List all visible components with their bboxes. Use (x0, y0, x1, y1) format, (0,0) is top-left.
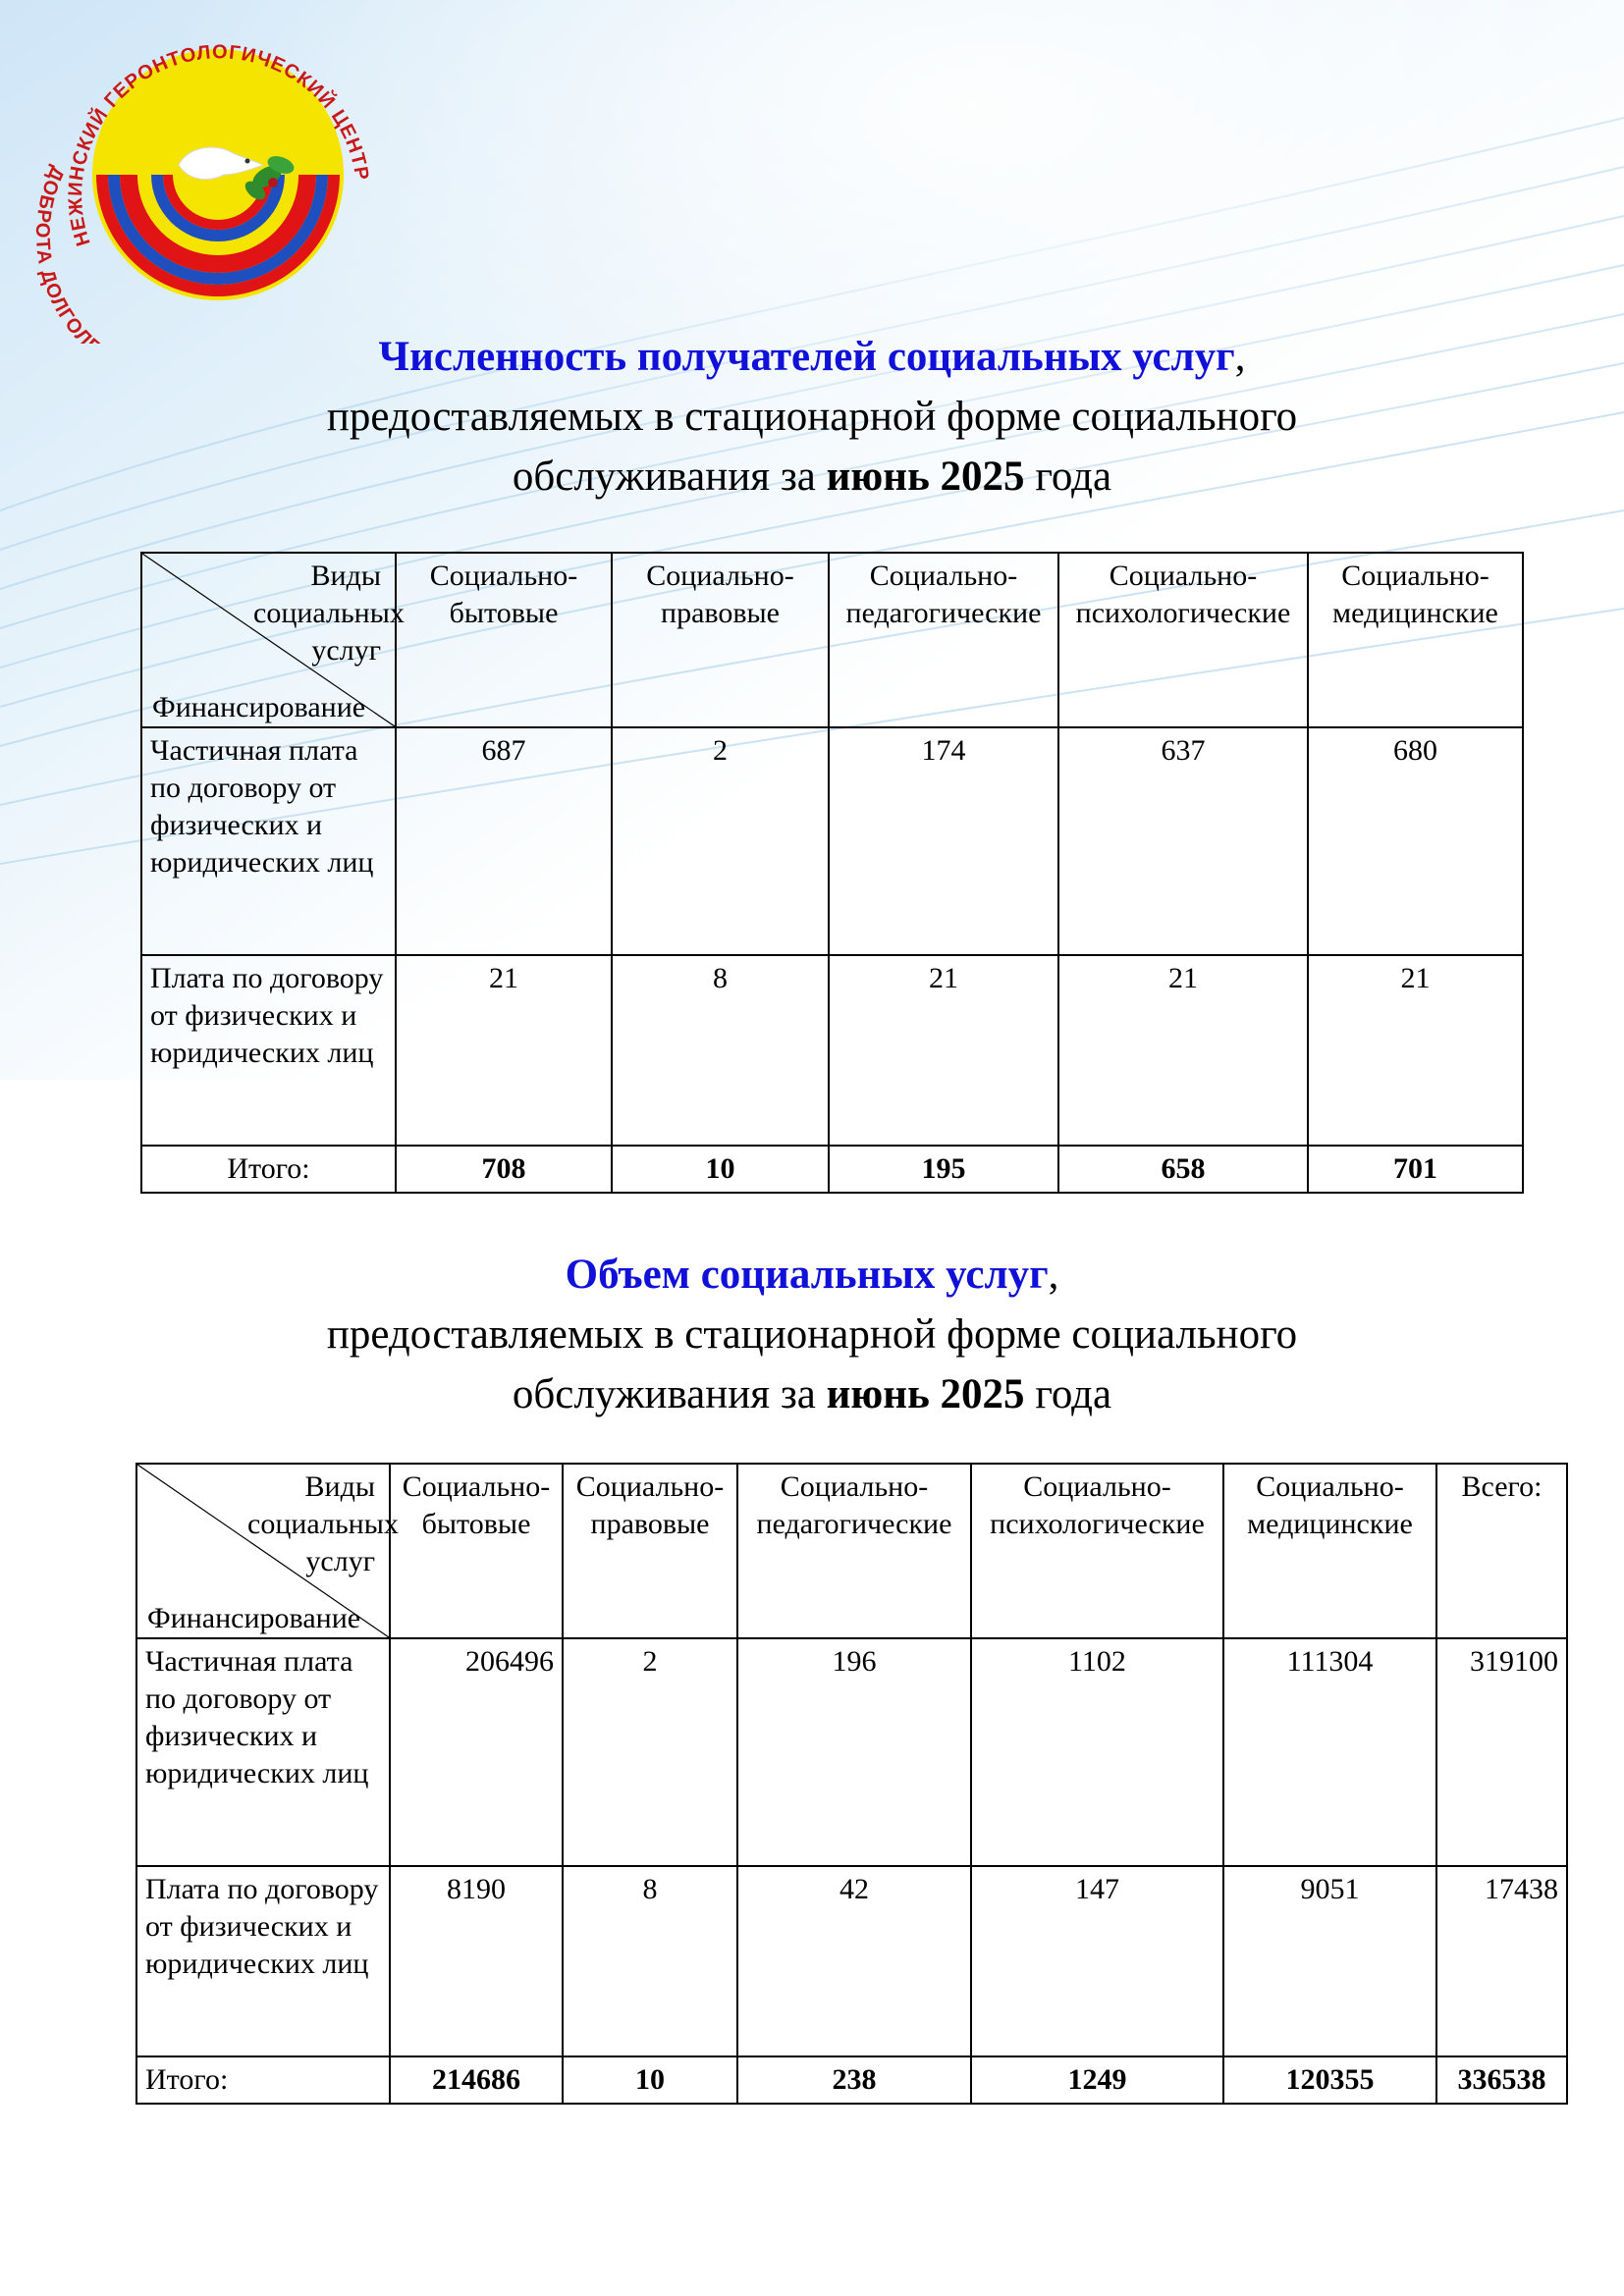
table-cell: 21 (1058, 955, 1308, 1146)
section2-title-line3: обслуживания за июнь 2025 года (512, 1371, 1112, 1417)
table-cell: 21 (396, 955, 612, 1146)
table-corner-cell (141, 553, 405, 727)
table-cell: 2 (612, 727, 829, 955)
total-cell: 1249 (971, 2056, 1223, 2104)
svg-text:ДОБРОТА ДОЛГОЛЕТИЕ ГУМАННОСТЬ: ДОБРОТА ДОЛГОЛ (31, 162, 96, 344)
section2-heading (0, 1245, 1624, 1424)
row-label: Плата по договору от физических и юридических лиц (141, 955, 396, 1146)
table-cell: 42 (737, 1866, 971, 2056)
table-cell: 687 (396, 727, 612, 955)
total-cell: 658 (1058, 1146, 1308, 1193)
table-cell: 196 (737, 1638, 971, 1866)
total-cell: 336538 (1436, 2056, 1567, 2104)
row-label: Частичная плата по договору от физических и юридических лиц (136, 1638, 390, 1866)
table-cell: 8 (612, 955, 829, 1146)
total-cell: 10 (612, 1146, 829, 1193)
volume-table (135, 1463, 1568, 2105)
column-header: Социально-психологические (1058, 553, 1308, 727)
svg-text:НЕЖИНСКИЙ ГЕРОНТОЛОГИЧЕСКИЙ ЦЕ: НЕЖИНСКИЙ ГЕРОНТОЛОГИЧЕСКИЙ ЦЕНТР (64, 41, 373, 249)
column-header-total: Всего: (1436, 1464, 1567, 1638)
column-header: Социально-педагогические (829, 553, 1058, 727)
column-header: Социально-медицинские (1223, 1464, 1436, 1638)
table-cell: 2 (563, 1638, 737, 1866)
table-cell: 147 (971, 1866, 1223, 2056)
recipients-table (140, 552, 1524, 1194)
total-cell: 214686 (390, 2056, 563, 2104)
table-header-row (136, 1464, 1567, 1638)
table-corner-cell (136, 1464, 399, 1638)
corner-label-financing: Финансирование (147, 1602, 361, 1634)
table-header-row (141, 553, 1523, 727)
total-cell: 10 (563, 2056, 737, 2104)
section1-title-line3: обслуживания за июнь 2025 года (512, 454, 1112, 500)
total-label: Итого: (136, 2056, 390, 2104)
table-cell: 174 (829, 727, 1058, 955)
row-label: Плата по договору от физических и юридических лиц (136, 1866, 390, 2056)
table-cell: 319100 (1436, 1638, 1567, 1866)
column-header: Социально-правовые (612, 553, 829, 727)
total-cell: 701 (1308, 1146, 1523, 1193)
table-cell: 680 (1308, 727, 1523, 955)
section2-title-line2: предоставляемых в стационарной форме социального (326, 1311, 1298, 1358)
total-row (136, 2056, 1567, 2104)
table-cell: 1102 (971, 1638, 1223, 1866)
column-header: Социально-педагогические (737, 1464, 971, 1638)
table-row (141, 727, 1523, 955)
section2-title-line1: Объем социальных услуг, (565, 1252, 1059, 1298)
table-cell: 637 (1058, 727, 1308, 955)
table-cell: 17438 (1436, 1866, 1567, 2056)
table-cell: 111304 (1223, 1638, 1436, 1866)
total-row (141, 1146, 1523, 1193)
table-cell: 21 (829, 955, 1058, 1146)
column-header: Социально-бытовые (396, 553, 612, 727)
table-cell: 8 (563, 1866, 737, 2056)
column-header: Социально-психологические (971, 1464, 1223, 1638)
table-cell: 9051 (1223, 1866, 1436, 2056)
total-label: Итого: (141, 1146, 396, 1193)
section1-heading (0, 327, 1624, 507)
total-cell: 708 (396, 1146, 612, 1193)
column-header: Социально-медицинские (1308, 553, 1523, 727)
table-cell: 8190 (390, 1866, 563, 2056)
total-cell: 120355 (1223, 2056, 1436, 2104)
section1-title-line1: Численность получателей социальных услуг, (378, 334, 1246, 380)
column-header: Социально-бытовые (390, 1464, 563, 1638)
table-cell: 206496 (390, 1638, 563, 1866)
total-cell: 195 (829, 1146, 1058, 1193)
section1-title-line2: предоставляемых в стационарной форме социального (326, 394, 1298, 440)
corner-label-services: Виды социальных услуг (253, 560, 405, 667)
table-cell: 21 (1308, 955, 1523, 1146)
organization-logo (31, 27, 377, 344)
table-row (141, 955, 1523, 1146)
corner-label-financing: Финансирование (152, 691, 366, 723)
column-header: Социально-правовые (563, 1464, 737, 1638)
corner-label-services: Виды социальных услуг (247, 1470, 399, 1577)
total-cell: 238 (737, 2056, 971, 2104)
table-row (136, 1866, 1567, 2056)
row-label: Частичная плата по договору от физических и юридических лиц (141, 727, 396, 955)
table-row (136, 1638, 1567, 1866)
